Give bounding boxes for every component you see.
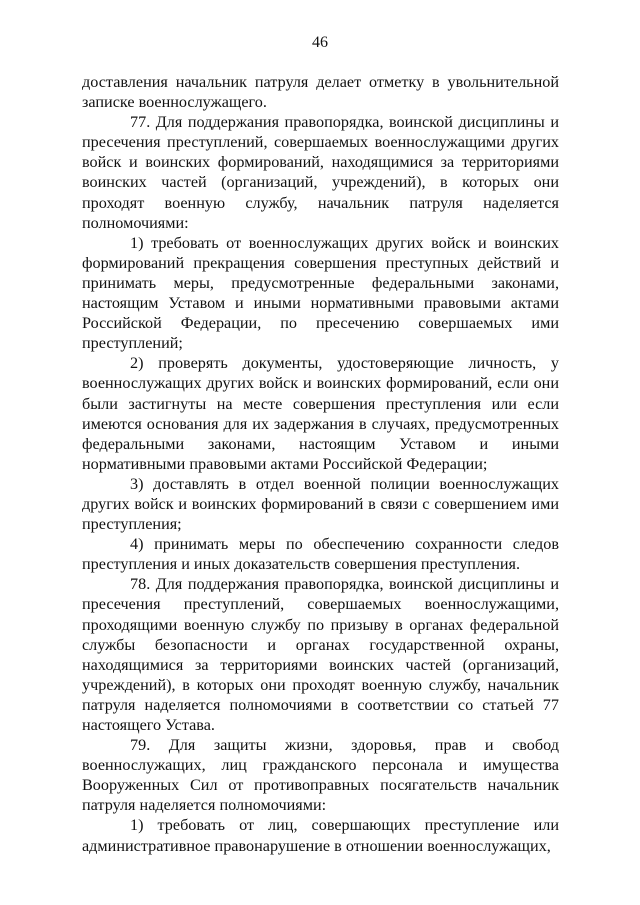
paragraph-continuation: доставления начальник патруля делает отметку в увольнительной записке военнослужащего. <box>82 73 559 112</box>
paragraph-79: 79. Для защиты жизни, здоровья, прав и свобод военнослужащих, лиц гражданского персонала и имущества Вооруженных Сил от противоправных посягательств начальник патруля наделяется полномочиями: <box>82 736 559 815</box>
paragraph-77-item-4: 4) принимать меры по обеспечению сохранности следов преступления и иных доказательств совершения преступления. <box>82 535 559 574</box>
paragraph-77-item-1: 1) требовать от военнослужащих других войск и воинских формирований прекращения совершения преступных действий и принимать меры, предусмотренные федеральными законами, настоящим Уставом и иными нормативными правовыми актами Российской Федерации, по пресечению совершаемых ими преступлений; <box>82 233 559 353</box>
paragraph-78: 78. Для поддержания правопорядка, воинской дисциплины и пресечения преступлений, совершаемых военнослужащими, проходящими военную службу по призыву в органах федеральной службы безопасности и органах государственной охраны, находящимися за территориями воинских частей (организаций, учреждений), в которых они проходят военную службу, начальник патруля наделяется полномочиями в соответствии со статьей 77 настоящего Устава. <box>82 575 559 734</box>
paragraph-77-item-3: 3) доставлять в отдел военной полиции военнослужащих других войск и воинских формирований в связи с совершением ими преступления; <box>82 474 559 534</box>
paragraph-77-item-2: 2) проверять документы, удостоверяющие личность, у военнослужащих других войск и воинских формирований, если они были застигнуты на месте совершения преступления или если имеются основания для их задержания в случаях, предусмотренных федеральными законами, настоящим Уставом и иными нормативными правовыми актами Российской Федерации; <box>82 354 559 473</box>
document-body <box>82 72 559 856</box>
paragraph-79-item-1: 1) требовать от лиц, совершающих преступление или административное правонарушение в отношении военнослужащих, <box>82 816 559 855</box>
page-number: 46 <box>312 34 328 51</box>
paragraph-77: 77. Для поддержания правопорядка, воинской дисциплины и пресечения преступлений, совершаемых военнослужащими других войск и воинских формирований, находящимися за территориями воинских частей (организаций, учреждений), в которых они проходят военную службу, начальник патруля наделяется полномочиями: <box>82 113 559 232</box>
